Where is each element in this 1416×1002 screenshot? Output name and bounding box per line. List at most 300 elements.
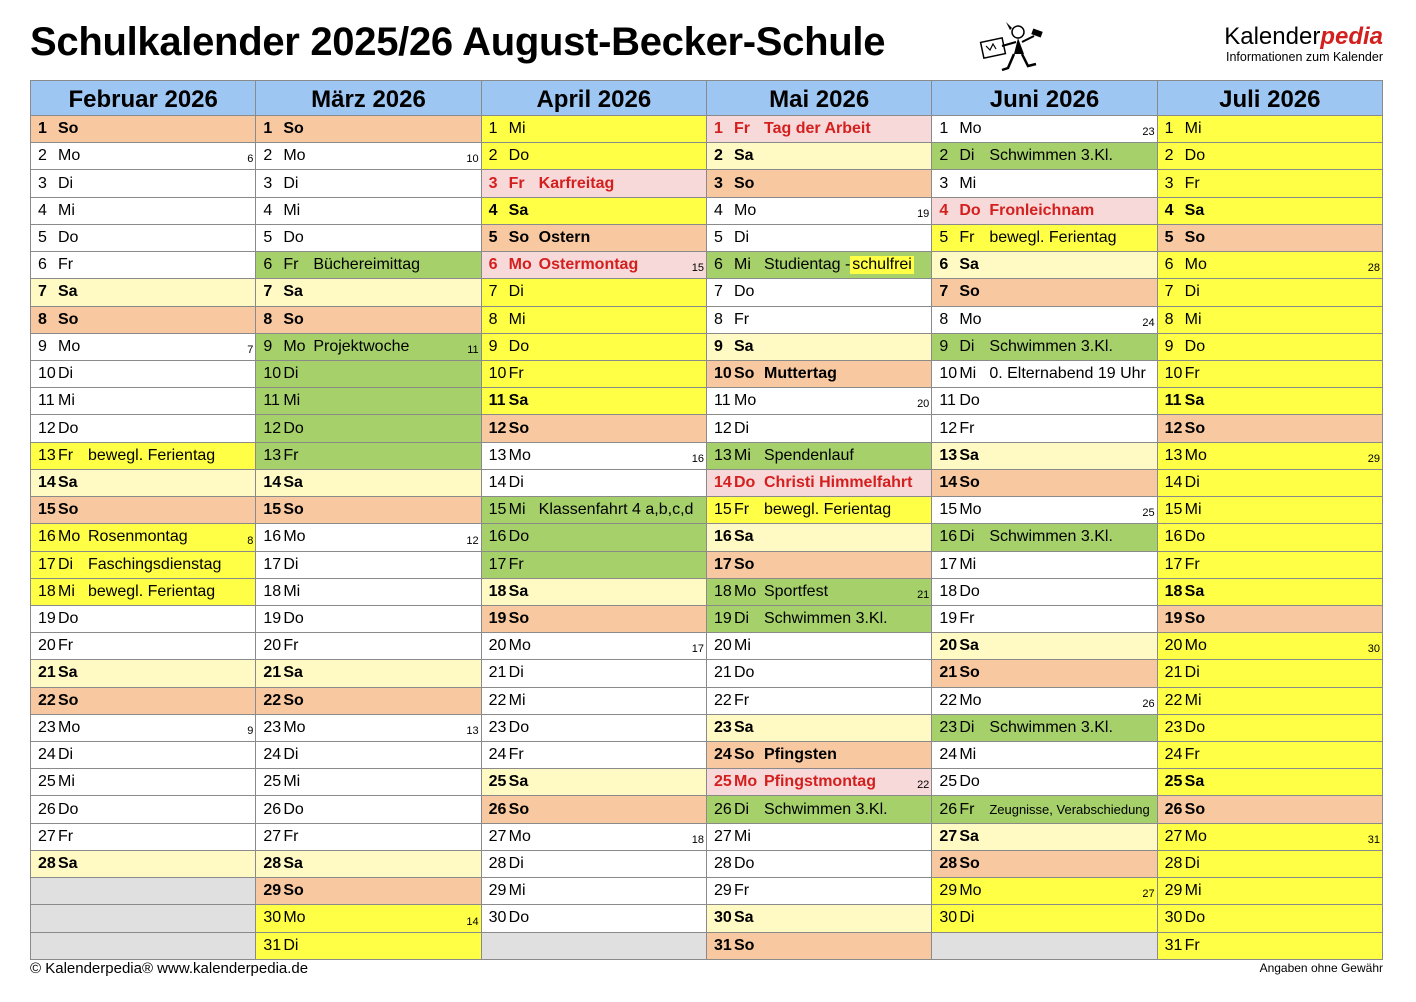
day-row [932,143,1156,170]
day-row [482,361,706,388]
weekday: Fr [733,882,750,900]
day-number: 28 [488,855,507,873]
weekday: So [733,936,755,954]
day-row [1158,497,1382,524]
weekday: Di [508,855,524,873]
weekday: Sa [508,392,529,410]
day-number: 18 [38,582,56,600]
day-number: 30 [713,909,732,927]
day-row [31,579,255,606]
day-number: 5 [38,228,47,246]
day-number: 28 [263,855,282,873]
day-number: 9 [939,337,949,355]
day-row [31,470,255,497]
day-row [932,470,1156,497]
weekday: Mo [733,773,758,791]
day-number: 10 [713,365,732,383]
weekday: Fr [1184,365,1200,383]
event-label: Pfingstmontag [763,773,876,791]
day-row [256,116,480,143]
weekday: Mi [959,365,977,383]
day-number: 28 [1164,855,1183,873]
weekday: Sa [733,147,754,165]
weekday: Mo [283,337,306,355]
day-row [1158,824,1382,851]
day-number: 16 [1164,528,1183,546]
weekday: Mo [733,201,757,219]
day-number: 7 [1164,283,1174,301]
day-row [932,388,1156,415]
day-number: 15 [488,501,507,519]
day-number: 29 [1164,882,1183,900]
month-column [31,81,256,959]
day-number: 27 [1164,827,1183,845]
week-number: 10 [466,153,479,166]
day-row [31,170,255,197]
day-number: 20 [1164,637,1183,655]
day-number: 8 [939,310,949,328]
day-number: 3 [713,174,723,192]
day-row [1158,415,1382,442]
week-number: 8 [247,534,254,547]
weekday: Sa [58,664,78,682]
day-number: 16 [263,528,282,546]
day-number: 20 [713,637,732,655]
day-row [932,660,1156,687]
weekday: Do [959,773,980,791]
day-row [31,388,255,415]
week-number: 21 [917,588,930,601]
day-row [707,606,931,633]
day-row [707,688,931,715]
day-number: 11 [939,392,956,410]
weekday: Fr [508,555,524,573]
day-number: 27 [713,827,732,845]
day-number: 24 [488,746,507,764]
weekday: Mo [283,528,306,546]
day-row [31,307,255,334]
empty-day-cell [482,933,706,959]
day-row [482,715,706,742]
weekday: Fr [733,501,750,519]
weekday: Mi [508,882,526,900]
day-number: 10 [939,365,958,383]
day-number: 17 [713,555,732,573]
day-row [482,225,706,252]
day-number: 14 [263,473,282,491]
weekday: So [733,555,755,573]
day-row [482,524,706,551]
day-number: 24 [939,746,958,764]
weekday: Mo [959,501,982,519]
week-number: 30 [1367,643,1380,656]
day-row [31,742,255,769]
day-number: 5 [263,228,273,246]
day-number: 31 [263,936,282,954]
day-row [932,552,1156,579]
weekday: Sa [959,827,979,845]
day-number: 9 [38,337,47,355]
weekday: Fr [1184,555,1200,573]
weekday: Mo [1184,827,1207,845]
weekday: Mi [1184,501,1202,519]
weekday: So [58,501,79,519]
day-row [482,796,706,823]
day-number: 17 [38,555,56,573]
weekday: Do [508,337,530,355]
brand-logo [1180,24,1383,65]
day-number: 27 [38,827,56,845]
day-number: 13 [38,446,56,464]
event-label: Christi Himmelfahrt [763,473,913,491]
weekday: Mi [959,746,977,764]
day-row [707,170,931,197]
day-number: 30 [263,909,282,927]
weekday: Do [508,718,530,736]
weekday: Di [283,365,299,383]
day-row [256,279,480,306]
day-number: 1 [1164,120,1174,138]
day-number: 20 [38,637,56,655]
day-number: 14 [939,473,958,491]
day-number: 25 [939,773,958,791]
day-number: 12 [38,419,56,437]
day-row [1158,143,1382,170]
day-number: 13 [939,446,958,464]
weekday: Mi [959,555,977,573]
week-number: 22 [917,779,930,792]
day-row [31,524,255,551]
day-row [707,470,931,497]
brand-name [1180,24,1383,50]
day-number: 13 [713,446,732,464]
day-row [1158,715,1382,742]
day-row [31,688,255,715]
day-number: 19 [488,610,507,628]
day-row [932,415,1156,442]
day-number: 26 [38,800,56,818]
day-row [1158,660,1382,687]
day-row [932,851,1156,878]
weekday: Do [58,419,79,437]
day-number: 27 [263,827,282,845]
weekday: Mi [1184,120,1202,138]
day-number: 9 [263,337,273,355]
week-number: 24 [1142,316,1155,329]
event-label: 0. Elternabend 19 Uhr [989,365,1146,383]
day-number: 17 [939,555,958,573]
weekday: So [733,174,755,192]
weekday: Mo [1184,446,1207,464]
day-number: 12 [713,419,732,437]
day-number: 20 [263,637,282,655]
weekday: So [508,610,530,628]
event-label: Karfreitag [538,174,615,192]
weekday: Mo [508,446,531,464]
day-row [1158,552,1382,579]
weekday: So [283,882,304,900]
event-label: Schwimmen 3.Kl. [989,528,1113,546]
weekday: Di [733,610,750,628]
event-label: Klassenfahrt 4 a,b,c,d [538,501,694,519]
day-number: 22 [1164,691,1183,709]
day-row [256,633,480,660]
day-row [932,878,1156,905]
day-number: 25 [488,773,507,791]
day-row [482,851,706,878]
day-row [1158,606,1382,633]
weekday: Sa [959,637,979,655]
day-number: 7 [939,283,949,301]
day-number: 1 [939,120,949,138]
day-row [707,796,931,823]
day-number: 21 [38,664,56,682]
weekday: Mo [58,718,81,736]
day-row [932,497,1156,524]
day-number: 26 [713,800,732,818]
day-row [256,579,480,606]
day-number: 8 [488,310,498,328]
day-number: 16 [713,528,732,546]
month-column [256,81,481,959]
day-number: 17 [488,555,507,573]
disclaimer-footer: Angaben ohne Gewähr [1259,961,1383,975]
day-row [482,334,706,361]
weekday: Sa [733,528,754,546]
day-row [1158,116,1382,143]
day-row [482,606,706,633]
weekday: Mi [508,501,526,519]
weekday: So [1184,610,1206,628]
weekday: Fr [283,256,299,274]
day-row [932,579,1156,606]
day-number: 4 [488,201,498,219]
week-number: 16 [691,452,704,465]
week-number: 13 [466,725,479,738]
day-number: 21 [263,664,282,682]
day-number: 7 [38,283,47,301]
day-number: 3 [939,174,949,192]
day-row [707,415,931,442]
day-row [256,307,480,334]
day-row [31,769,255,796]
weekday: Do [1184,337,1206,355]
day-number: 2 [1164,147,1174,165]
weekday: So [508,228,530,246]
day-row [256,415,480,442]
weekday: Di [1184,473,1200,491]
event-label-highlight: schulfrei [852,256,912,274]
day-number: 6 [939,256,949,274]
day-row [31,361,255,388]
weekday: Mi [1184,691,1202,709]
weekday: Mi [283,582,301,600]
weekday: Sa [508,773,529,791]
week-number: 23 [1142,126,1155,139]
day-row [1158,524,1382,551]
day-number: 25 [1164,773,1183,791]
month-header: Februar 2026 [31,81,255,116]
day-number: 22 [38,691,56,709]
day-number: 25 [263,773,282,791]
day-number: 24 [263,746,282,764]
day-row [31,415,255,442]
weekday: Sa [508,201,529,219]
day-number: 1 [38,120,47,138]
weekday: Sa [1184,201,1205,219]
day-number: 23 [38,718,56,736]
weekday: Fr [283,637,299,655]
weekday: Sa [283,855,303,873]
day-row [31,252,255,279]
day-row [482,742,706,769]
day-row [932,524,1156,551]
week-number: 14 [466,915,479,928]
day-number: 6 [38,256,47,274]
day-number: 11 [488,392,506,410]
day-number: 10 [263,365,282,383]
day-number: 19 [1164,610,1183,628]
day-number: 11 [713,392,731,410]
day-number: 26 [488,800,507,818]
weekday: Mo [58,147,81,165]
event-label: Rosenmontag [88,528,188,546]
weekday: Fr [58,446,74,464]
day-row [1158,252,1382,279]
day-number: 9 [488,337,498,355]
weekday: Do [283,610,304,628]
weekday: Di [283,746,299,764]
weekday: Fr [959,228,975,246]
weekday: Mi [733,637,751,655]
weekday: So [1184,800,1206,818]
day-row [256,225,480,252]
weekday: So [1184,419,1206,437]
day-number: 15 [713,501,732,519]
day-number: 31 [1164,936,1183,954]
weekday: Mo [508,256,532,274]
day-number: 8 [38,310,47,328]
day-row [707,633,931,660]
day-row [1158,361,1382,388]
weekday: Do [959,201,981,219]
day-number: 24 [713,746,732,764]
weekday: Mi [58,582,75,600]
mascot-logo-icon [974,16,1050,78]
day-number: 26 [939,800,958,818]
week-number: 31 [1367,833,1380,846]
weekday: Mi [733,256,751,274]
weekday: Do [508,909,530,927]
weekday: So [283,501,304,519]
day-row [482,470,706,497]
day-row [31,633,255,660]
day-row [256,824,480,851]
day-number: 22 [488,691,507,709]
week-number: 26 [1142,697,1155,710]
day-number: 23 [488,718,507,736]
day-row [256,688,480,715]
day-row [932,769,1156,796]
day-row [1158,470,1382,497]
day-row [31,225,255,252]
day-number: 23 [1164,718,1183,736]
weekday: Di [959,147,975,165]
month-header: Mai 2026 [707,81,931,116]
day-row [31,443,255,470]
day-row [707,660,931,687]
weekday: Do [1184,718,1206,736]
day-number: 28 [713,855,732,873]
weekday: Di [508,664,524,682]
day-row [256,143,480,170]
weekday: Di [959,337,975,355]
day-number: 5 [939,228,949,246]
event-label: Schwimmen 3.Kl. [763,610,888,628]
weekday: So [959,664,980,682]
weekday: So [58,310,79,328]
weekday: Sa [283,664,303,682]
day-row [932,633,1156,660]
day-number: 21 [713,664,732,682]
weekday: Sa [58,283,78,301]
day-number: 12 [1164,419,1183,437]
weekday: So [959,473,980,491]
day-number: 18 [1164,582,1183,600]
day-number: 16 [38,528,56,546]
day-row [482,688,706,715]
day-row [482,143,706,170]
day-row [31,279,255,306]
day-number: 22 [263,691,282,709]
day-row [707,715,931,742]
day-row [256,552,480,579]
day-number: 3 [38,174,47,192]
event-label: Faschingsdienstag [88,555,222,573]
day-row [31,606,255,633]
day-row [1158,334,1382,361]
weekday: Mo [733,582,757,600]
empty-day-cell [31,905,255,932]
day-row [256,198,480,225]
day-number: 4 [38,201,47,219]
weekday: Di [1184,664,1200,682]
day-row [256,470,480,497]
weekday: Di [58,746,74,764]
day-number: 26 [263,800,282,818]
day-row [707,116,931,143]
month-column [1158,81,1382,959]
weekday: Di [508,283,524,301]
weekday: Do [1184,147,1206,165]
event-label: Muttertag [763,365,837,383]
day-number: 4 [1164,201,1174,219]
week-number: 7 [247,343,254,356]
day-row [707,742,931,769]
day-row [256,497,480,524]
day-number: 17 [263,555,282,573]
weekday: Mo [1184,637,1207,655]
weekday: Fr [508,174,525,192]
day-number: 16 [488,528,507,546]
weekday: Do [508,147,530,165]
weekday: Mo [283,909,306,927]
event-label: Schwimmen 3.Kl. [763,800,888,818]
day-row [932,824,1156,851]
day-row [31,851,255,878]
day-number: 6 [263,256,273,274]
day-number: 8 [263,310,273,328]
